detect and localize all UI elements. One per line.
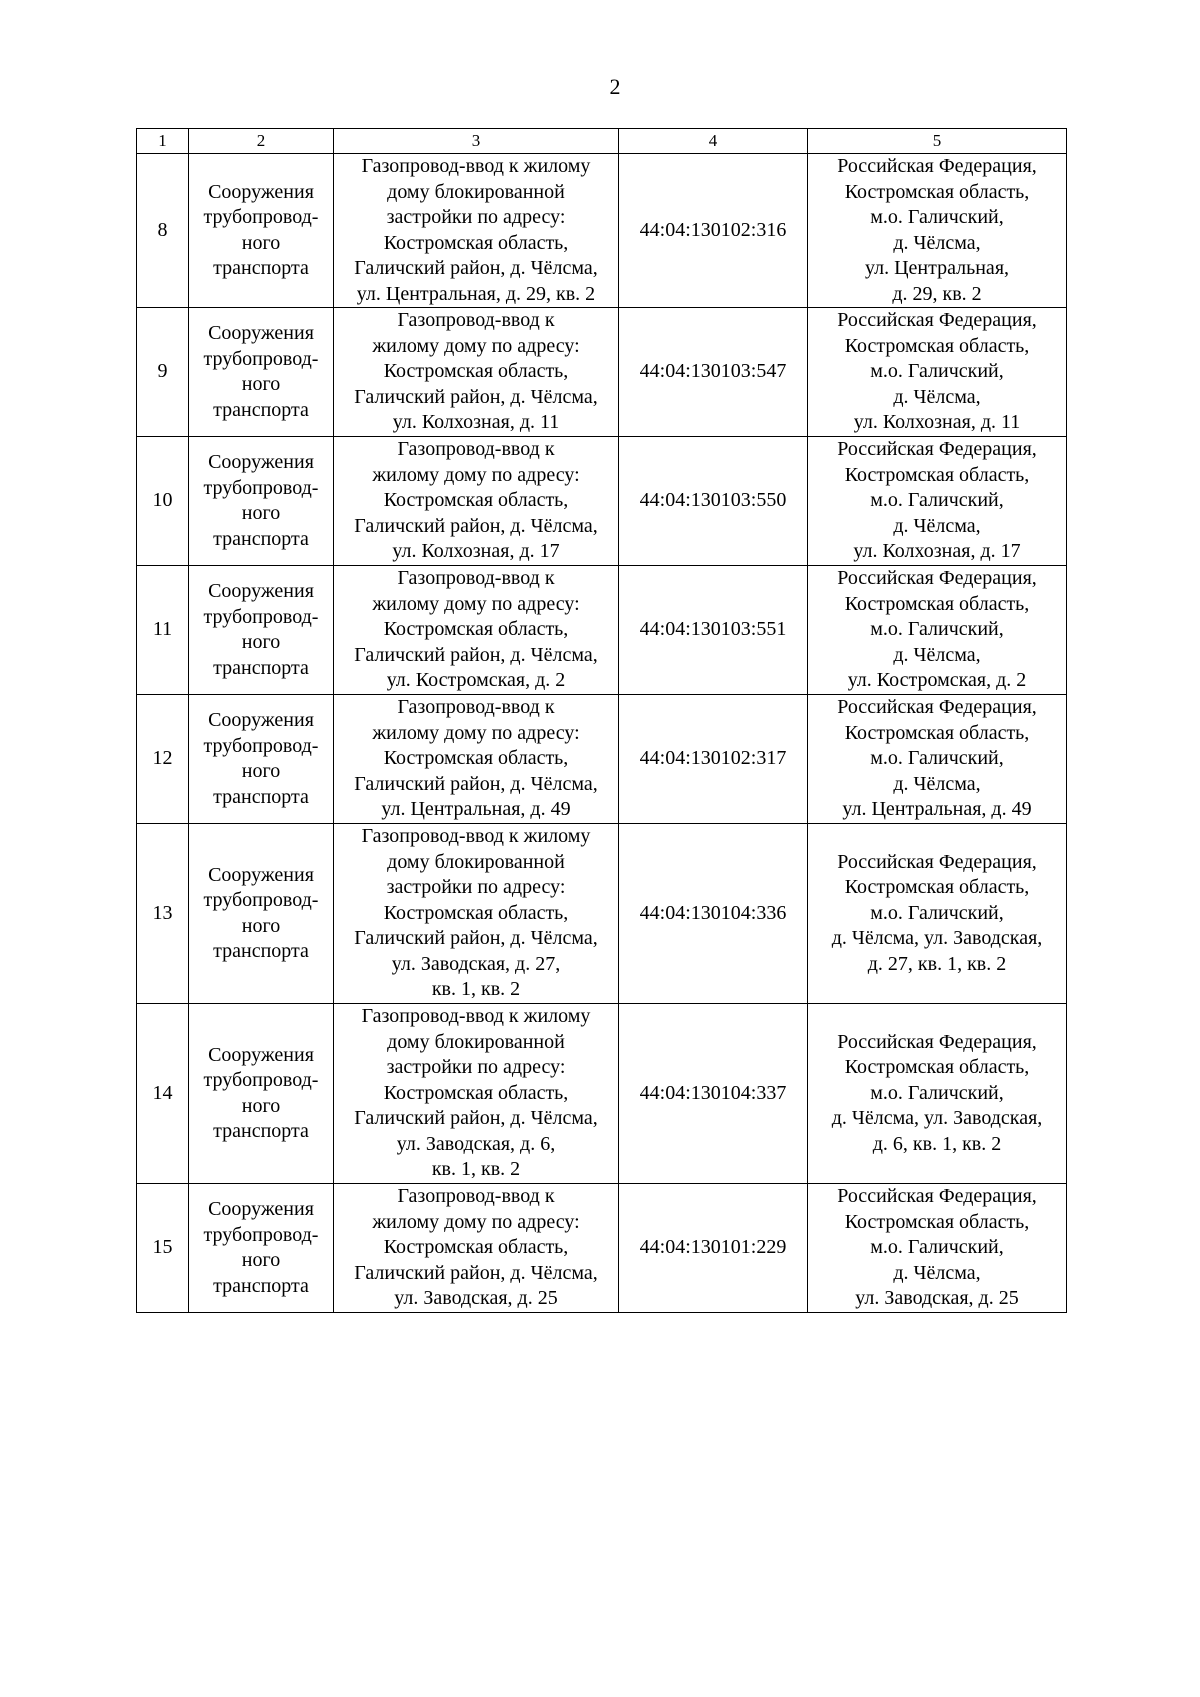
object-type: Сооружения трубопровод- ного транспорта	[189, 1184, 334, 1313]
object-type: Сооружения трубопровод- ного транспорта	[189, 437, 334, 566]
object-name: Газопровод-ввод к жилому дому блокированной застройки по адресу: Костромская область, Галичский район, д. Чёлсма, ул. Заводская, д. 27, кв. 1, кв. 2	[334, 824, 619, 1004]
table-row	[137, 154, 1067, 308]
object-type: Сооружения трубопровод- ного транспорта	[189, 695, 334, 824]
row-number: 11	[137, 566, 189, 695]
row-number: 12	[137, 695, 189, 824]
cadastral-number: 44:04:130102:317	[619, 695, 808, 824]
table-row	[137, 1004, 1067, 1184]
cadastral-number: 44:04:130104:336	[619, 824, 808, 1004]
object-type: Сооружения трубопровод- ного транспорта	[189, 824, 334, 1004]
object-name: Газопровод-ввод к жилому дому по адресу: Костромская область, Галичский район, д. Чёлсма, ул. Колхозная, д. 11	[334, 308, 619, 437]
object-type: Сооружения трубопровод- ного транспорта	[189, 566, 334, 695]
object-location: Российская Федерация, Костромская область, м.о. Галичский, д. Чёлсма, ул. Колхозная, д. 11	[808, 308, 1067, 437]
object-location: Российская Федерация, Костромская область, м.о. Галичский, д. Чёлсма, ул. Колхозная, д. 17	[808, 437, 1067, 566]
row-number: 14	[137, 1004, 189, 1184]
cadastral-number: 44:04:130104:337	[619, 1004, 808, 1184]
row-number: 8	[137, 154, 189, 308]
object-type: Сооружения трубопровод- ного транспорта	[189, 154, 334, 308]
row-number: 10	[137, 437, 189, 566]
object-location: Российская Федерация, Костромская область, м.о. Галичский, д. Чёлсма, ул. Заводская, д. 25	[808, 1184, 1067, 1313]
cadastral-number: 44:04:130103:547	[619, 308, 808, 437]
object-name: Газопровод-ввод к жилому дому по адресу: Костромская область, Галичский район, д. Чёлсма, ул. Центральная, д. 49	[334, 695, 619, 824]
row-number: 9	[137, 308, 189, 437]
registry-table	[136, 128, 1067, 1313]
table-row	[137, 308, 1067, 437]
column-header: 3	[334, 129, 619, 154]
object-type: Сооружения трубопровод- ного транспорта	[189, 1004, 334, 1184]
column-header: 4	[619, 129, 808, 154]
cadastral-number: 44:04:130103:551	[619, 566, 808, 695]
column-header: 5	[808, 129, 1067, 154]
object-name: Газопровод-ввод к жилому дому по адресу: Костромская область, Галичский район, д. Чёлсма, ул. Колхозная, д. 17	[334, 437, 619, 566]
object-location: Российская Федерация, Костромская область, м.о. Галичский, д. Чёлсма, ул. Центральная, д. 29, кв. 2	[808, 154, 1067, 308]
cadastral-number: 44:04:130101:229	[619, 1184, 808, 1313]
table-row	[137, 566, 1067, 695]
object-name: Газопровод-ввод к жилому дому блокированной застройки по адресу: Костромская область, Галичский район, д. Чёлсма, ул. Центральная, д. 29, кв. 2	[334, 154, 619, 308]
object-name: Газопровод-ввод к жилому дому по адресу: Костромская область, Галичский район, д. Чёлсма, ул. Костромская, д. 2	[334, 566, 619, 695]
object-location: Российская Федерация, Костромская область, м.о. Галичский, д. Чёлсма, ул. Костромская, д. 2	[808, 566, 1067, 695]
column-header: 1	[137, 129, 189, 154]
object-location: Российская Федерация, Костромская область, м.о. Галичский, д. Чёлсма, ул. Заводская, д. 27, кв. 1, кв. 2	[808, 824, 1067, 1004]
table-row	[137, 824, 1067, 1004]
object-location: Российская Федерация, Костромская область, м.о. Галичский, д. Чёлсма, ул. Заводская, д. 6, кв. 1, кв. 2	[808, 1004, 1067, 1184]
cadastral-number: 44:04:130102:316	[619, 154, 808, 308]
object-type: Сооружения трубопровод- ного транспорта	[189, 308, 334, 437]
column-header: 2	[189, 129, 334, 154]
row-number: 13	[137, 824, 189, 1004]
page-number: 2	[609, 74, 621, 99]
row-number: 15	[137, 1184, 189, 1313]
object-location: Российская Федерация, Костромская область, м.о. Галичский, д. Чёлсма, ул. Центральная, д. 49	[808, 695, 1067, 824]
table-row	[137, 695, 1067, 824]
object-name: Газопровод-ввод к жилому дому блокированной застройки по адресу: Костромская область, Галичский район, д. Чёлсма, ул. Заводская, д. 6, кв. 1, кв. 2	[334, 1004, 619, 1184]
cadastral-number: 44:04:130103:550	[619, 437, 808, 566]
table-row	[137, 1184, 1067, 1313]
object-name: Газопровод-ввод к жилому дому по адресу: Костромская область, Галичский район, д. Чёлсма, ул. Заводская, д. 25	[334, 1184, 619, 1313]
header-row	[137, 129, 1067, 154]
table-row	[137, 437, 1067, 566]
